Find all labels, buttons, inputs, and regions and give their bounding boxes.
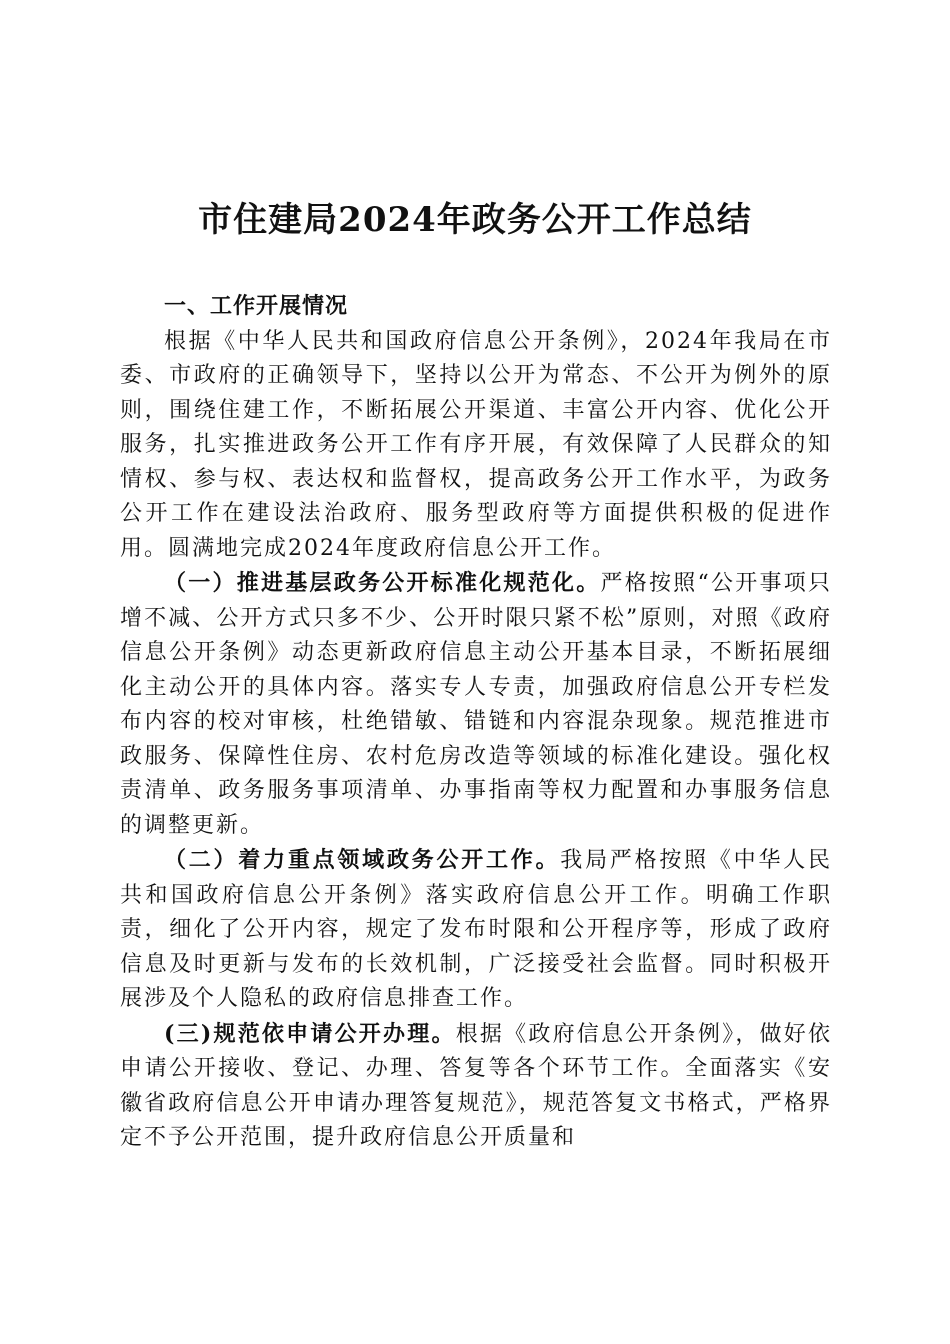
section-heading: 一、工作开展情况 [164, 294, 349, 319]
item-1-lead: （一）推进基层政务公开标准化规范化。 [164, 570, 601, 596]
item-2-body: 我局严格按照《中华人民共和国政府信息公开条例》落实政府信息公开工作。明确工作职责，细化了公开内容，规定了发布时限和公开程序等，形成了政府信息及时更新与发布的长效机制，广泛接受社会监督。同时积极开展涉及个人隐私的政府信息排查工作。 [120, 848, 832, 1011]
item-1-paragraph [120, 566, 832, 843]
item-1-body: 严格按照“公开事项只增不减、公开方式只多不少、公开时限只紧不松”原则，对照《政府信息公开条例》动态更新政府信息主动公开基本目录，不断拓展细化主动公开的具体内容。落实专人专责，加强政府信息公开专栏发布内容的校对审核，杜绝错敏、错链和内容混杂现象。规范推进市政服务、保障性住房、农村危房改造等领域的标准化建设。强化权责清单、政务服务事项清单、办事指南等权力配置和办事服务信息的调整更新。 [120, 571, 832, 838]
item-2-lead: （二）着力重点领域政务公开工作。 [164, 847, 561, 873]
item-3-paragraph [120, 1017, 832, 1156]
page-title: 市住建局2024年政务公开工作总结 [198, 200, 752, 240]
item-3-lead: (三)规范依申请公开办理。 [164, 1020, 456, 1047]
document-body [120, 290, 832, 1156]
item-2-paragraph [120, 843, 832, 1017]
intro-paragraph: 根据《中华人民共和国政府信息公开条例》，2024年我局在市委、市政府的正确领导下，坚持以公开为常态、不公开为例外的原则，围绕住建工作，不断拓展公开渠道、丰富公开内容、优化公开服务，扎实推进政务公开工作有序开展，有效保障了人民群众的知情权、参与权、表达权和监督权，提高政务公开工作水平，为政务公开工作在建设法治政府、服务型政府等方面提供积极的促进作用。圆满地完成2024年度政府信息公开工作。 [120, 328, 832, 561]
item-3-body: 根据《政府信息公开条例》，做好依申请公开接收、登记、办理、答复等各个环节工作。全面落实《安徽省政府信息公开申请办理答复规范》，规范答复文书格式，严格界定不予公开范围，提升政府信息公开质量和 [120, 1021, 832, 1150]
